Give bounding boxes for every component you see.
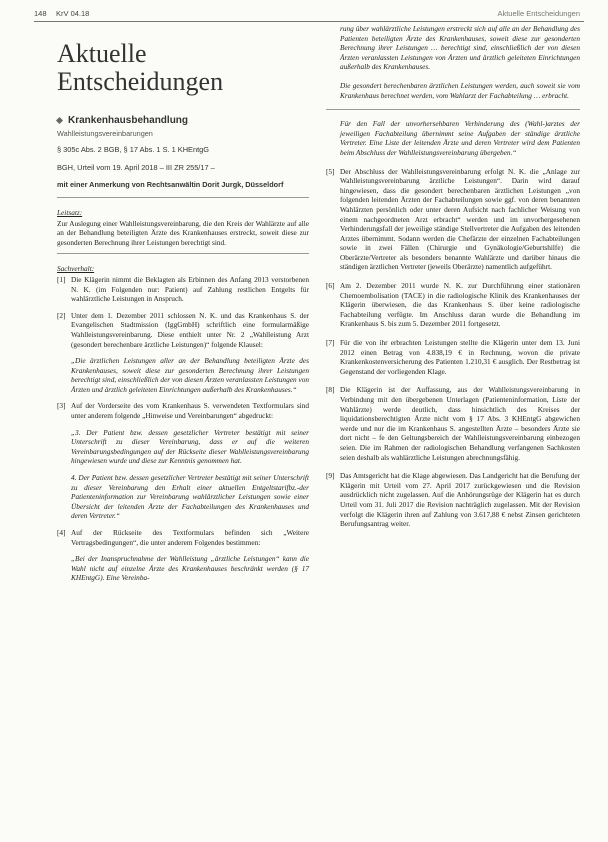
paragraph-number: [4] bbox=[57, 528, 66, 537]
numbered-paragraph bbox=[57, 311, 309, 349]
paragraph-number: [8] bbox=[326, 385, 335, 395]
paragraph-number: [2] bbox=[57, 310, 66, 320]
numbered-paragraph bbox=[326, 338, 580, 376]
paragraph-number: [5] bbox=[326, 166, 335, 176]
quoted-clause: 4. Der Patient bzw. dessen gesetzlicher Vertreter bestätigt mit seiner Unterschrift zu dieser Vereinbarung den Erhalt einer aktuellen Entgeltstarifbz.-der Patienteninformation zur Vereinbarung wahlärztlicher Leistungen sowie einer Übersicht der leitenden Ärzte der Fachabteilungen des Krankenhauses und deren Vertreter.“ bbox=[71, 473, 309, 521]
paragraph-text: Der Abschluss der Wahlleistungsvereinbarung erfolgt N. K. die „Anlage zur Wahlleistungsvereinbarung ärztliche Leistungen“. Darin wird darauf hingewiesen, dass die gesondert berechenbaren ärztlichen Leistungen „von folgenden leitenden Ärzten der Fachabteilungen sowie ggf. von deren benannten Wahlärzten persönlich oder unter deren Aufsicht nach fachlicher Weisung von einem nachgeordneten Arzt erbracht“ werden und im unvorhergesehenen Verhinderungsfall der jeweilige ständige Stellvertreter die Aufgaben des leitenden Arztes übernimmt. Sodann werden die Chefärzte der einzelnen Fachabteilungen sowie in zwei Fällen (Chirurgie und Gynäkologie/Geburtshilfe) die Oberärzte/Vertreter als besonders benannte Wahlärzte und darüber hinaus die ständigen ärztlichen Vertreter (jeweils Oberärzte) namentlich aufgeführt. bbox=[340, 166, 580, 272]
header-rule bbox=[34, 21, 584, 22]
title-line-2: Entscheidungen bbox=[57, 67, 224, 96]
numbered-paragraph bbox=[326, 167, 580, 273]
running-header bbox=[0, 6, 608, 20]
quoted-clause: Die gesondert berechenbaren ärztlichen Leistungen werden, auch soweit sie vom Krankenhaus berechnet werden, vom Wahlarzt der Fachabteilung … erbracht. bbox=[340, 80, 580, 100]
leitsatz-heading: Leitsatz: bbox=[57, 207, 83, 217]
right-paragraphs bbox=[326, 24, 580, 529]
journal-name: KrV 04.18 bbox=[56, 9, 90, 18]
paragraph-text: Am 2. Dezember 2011 wurde N. K. zur Durchführung einer stationären Chemoembolisation (TACE) in die radiologische Klinik des Krankenhauses der Klägerin überwiesen, die das Krankenhaus S. über keine radiologische Fachabteilung verfügte. Im Anschluss daran wurde die Behandlung im Krankenhaus S. bis zum 5. Dezember 2011 fortgesetzt. bbox=[340, 281, 580, 329]
paragraph-text: Auf der Rückseite des Textformulars befinden sich „Weitere Vertragsbedingungen“, die unter anderem Folgendes bestimmen: bbox=[71, 528, 309, 547]
paragraph-text: Unter dem 1. Dezember 2011 schlossen N. K. und das Krankenhaus S. der Evangelischen Stadtmission (IggGmbH) schriftlich eine formularmäßige Wahlleistungsvereinbarung. Diese enthielt unter Nr. 2 „Wahlleistung Arzt (gesondert berechenbare ärztliche Leistungen)“ folgende Klausel: bbox=[71, 310, 309, 349]
paragraph-text: Die Klägerin ist der Auffassung, aus der Wahlleistungsvereinbarung in Verbindung mit den übergebenen Unterlagen (Patienteninformation, Liste der Wahlärzte) werde deutlich, dass hinsichtlich des Kreises der liquidationsberechtigten Ärzte nicht vom § 17 Abs. 3 KHEntgG abgewichen werde und nur die im Krankenhaus S. angestellten Ärzte – besonders Ärzte sie dort nicht – fe den Geltungsbereich der Wahlleistungsvereinbarung einbezogen seien. Die im Rahmen der radiologischen Behandlung verfangenen Sachkosten seien deshalb als wahlärztliche Leistungen abrechnungsfähig. bbox=[340, 385, 580, 462]
right-column bbox=[326, 24, 580, 538]
quoted-clause: „3. Der Patient bzw. dessen gesetzlicher Vertreter bestätigt mit seiner Unterschrift zu dieser Vereinbarung, dass er auf die weiteren Vereinbarungsbedingungen auf der Rückseite dieser Wahlleistungsvereinbarung hingewiesen wurde und diese zur Kenntnis genommen hat. bbox=[71, 427, 309, 466]
title-line-1: Aktuelle bbox=[57, 39, 147, 68]
paragraph-number: [7] bbox=[326, 338, 335, 348]
paragraph-text: Auf der Vorderseite des vom Krankenhaus S. verwendeten Textformulars sind unter anderem folgende „Hinweise und Vereinbarungen“ abgedruckt: bbox=[71, 401, 309, 421]
page-number: 148 bbox=[34, 9, 47, 18]
numbered-paragraph bbox=[326, 471, 580, 529]
section-name: Aktuelle Entscheidungen bbox=[497, 9, 580, 18]
section-rule-2 bbox=[57, 253, 309, 254]
section-rule bbox=[57, 197, 309, 198]
paragraph-number: [1] bbox=[57, 274, 66, 284]
annotation-author: mit einer Anmerkung von Rechtsanwältin Dorit Jurgk, Düsseldorf bbox=[57, 180, 284, 190]
paragraph-number: [6] bbox=[326, 281, 335, 291]
diamond-bullet-icon bbox=[56, 117, 63, 124]
quoted-clause: Für den Fall der unvorhersehbaren Verhinderung des (Wahl-)arztes der jeweiligen Fachabteilung übernimmt seine Aufgaben der ständige ärztliche Vertreter. Eine Liste der leitenden Ärzte und deren Vertreter wird dem Patienten beim Abschluss der Wahlleistungsvereinbarung übergeben.“ bbox=[340, 119, 580, 157]
quoted-clause: „Die ärztlichen Leistungen aller an der Behandlung beteiligten Ärzte des Krankenhauses, soweit diese zur gesonderten Berechnung ihrer Leistungen berechtigt sind, einschließlich der von diesen Ärzten veranlassten Leistungen von Ärzten und ärztlich geleiteten Einrichtungen außerhalb des Krankenhauses.“ bbox=[71, 356, 309, 394]
page-title bbox=[57, 40, 309, 96]
quoted-clause: „Bei der Inanspruchnahme der Wahlleistung „ärztliche Leistungen“ kann die Wahl nicht auf einzelne Ärzte des Krankenhauses beschränkt werden (§ 17 KHEntgG). Eine Vereinba- bbox=[71, 554, 309, 583]
sachverhalt-heading: Sachverhalt: bbox=[57, 264, 95, 274]
paragraph-number: [9] bbox=[326, 471, 335, 481]
numbered-paragraph bbox=[326, 385, 580, 462]
subcategory: Wahlleistungsvereinbarungen bbox=[57, 128, 153, 138]
paragraph-number: [3] bbox=[57, 401, 66, 411]
quoted-clause: rung über wahlärztliche Leistungen erstreckt sich auf alle an der Behandlung des Patienten beteiligten Ärzte des Krankenhauses, soweit diese zur gesonderten Berechnung ihrer Leistungen … berechtigt sind, einschließlich der von diesen Ärzten veranlassten Leistungen von Ärzten und ärztlich geleiteten Einrichtungen außerhalb des Krankenhauses. bbox=[340, 24, 580, 72]
separator-rule bbox=[326, 109, 580, 110]
court-decision: BGH, Urteil vom 19. April 2018 – III ZR 255/17 – bbox=[57, 162, 215, 172]
leitsatz-text: Zur Auslegung einer Wahlleistungsvereinbarung, die den Kreis der Wahlärzte auf alle an der Behandlung beteiligten Ärzte des Krankenhauses erstreckt, soweit diese zur gesonderten Berechnung ihrer Leistungen berechtigt sind. bbox=[57, 218, 309, 247]
left-column bbox=[57, 40, 309, 590]
numbered-paragraph bbox=[57, 275, 309, 304]
norms: § 305c Abs. 2 BGB, § 17 Abs. 1 S. 1 KHEntgG bbox=[57, 145, 210, 155]
category-heading bbox=[57, 116, 309, 126]
category-label: Krankenhausbehandlung bbox=[68, 115, 189, 126]
paragraph-text: Für die von ihr erbrachten Leistungen stellte die Klägerin unter dem 13. Juni 2012 einen Betrag von 4.838,19 € in Rechnung, wovon die private Krankenkostenversicherung des Patienten 1.210,31 € ausglich. Der Restbetrag ist Gegenstand der vorliegenden Klage. bbox=[340, 338, 580, 376]
numbered-paragraph bbox=[326, 281, 580, 329]
paragraph-text: Das Amtsgericht hat die Klage abgewiesen. Das Landgericht hat die Berufung der Klägerin mit Urteil vom 27. April 2017 zurückgewiesen und die Revision ausdrücklich nicht zugelassen. Auf die Anhörungsrüge der Klägerin hat es durch Urteil vom 31. Juli 2017 die Revision nachträglich zugelassen. Mit der Revision verfolgt die Klägerin ihren auf Zahlung von 3.617,88 € nebst Zinsen gerichteten Berufungsantrag weiter. bbox=[340, 471, 580, 529]
paragraph-text: Die Klägerin nimmt die Beklagten als Erbinnen des Anfang 2013 verstorbenen N. K. (im Folgenden nur: Patient) auf Zahlung restlichen Entgelts für wahlärztliche Leistungen in Anspruch. bbox=[71, 274, 309, 304]
left-paragraphs bbox=[57, 275, 309, 583]
numbered-paragraph bbox=[57, 528, 309, 547]
numbered-paragraph bbox=[57, 401, 309, 420]
